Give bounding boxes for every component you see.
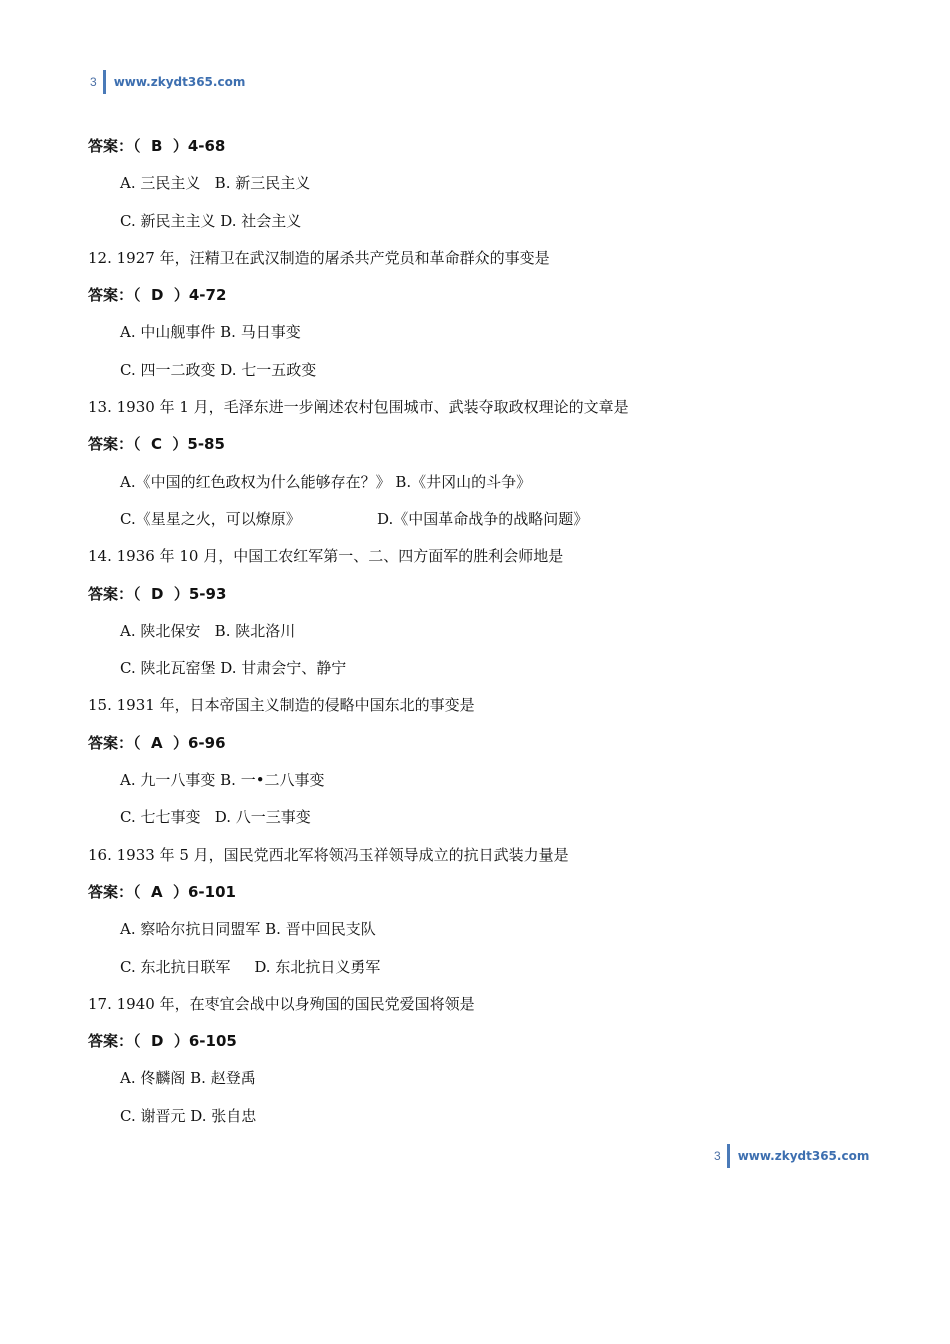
page-footer — [714, 1144, 869, 1168]
question-list — [88, 128, 888, 1135]
header-divider — [103, 70, 106, 94]
page-number: 3 — [90, 75, 97, 89]
answer-line: 答案：（ C ）5-85 — [88, 435, 225, 454]
question-line: 14. 1936 年 10 月，中国工农红军第一、二、四方面军的胜利会师地是 — [88, 547, 564, 566]
option-line: C.《星星之火，可以燎原》 D.《中国革命战争的战略问题》 — [120, 509, 589, 528]
answer-line: 答案：（ B ）4-68 — [88, 137, 226, 155]
option-line: A. 九一八事变 B. 一•二八事变 — [120, 771, 325, 790]
answer-line: 答案：（ D ）6-105 — [88, 1032, 237, 1051]
page-number: 3 — [714, 1149, 721, 1163]
page-header — [90, 70, 245, 94]
option-line: C. 四一二政变 D. 七一五政变 — [120, 360, 317, 379]
question-line: 12. 1927 年，汪精卫在武汉制造的屠杀共产党员和革命群众的事变是 — [88, 248, 550, 267]
question-line: 15. 1931 年，日本帝国主义制造的侵略中国东北的事变是 — [88, 696, 475, 715]
option-line: A.《中国的红色政权为什么能够存在？》 B.《井冈山的斗争》 — [120, 472, 532, 491]
answer-line: 答案：（ A ）6-96 — [88, 733, 226, 752]
option-line: A. 察哈尔抗日同盟军 B. 晋中回民支队 — [120, 920, 376, 939]
option-line: C. 新民主主义 D. 社会主义 — [120, 211, 302, 230]
option-line: C. 谢晋元 D. 张自忠 — [120, 1106, 257, 1125]
answer-line: 答案：（ A ）6-101 — [88, 882, 236, 901]
option-line: C. 东北抗日联军 D. 东北抗日义勇军 — [120, 957, 381, 976]
site-url: www.zkydt365.com — [737, 1149, 870, 1163]
option-line: A. 中山舰事件 B. 马日事变 — [120, 323, 301, 342]
question-line: 17. 1940 年，在枣宜会战中以身殉国的国民党爱国将领是 — [88, 994, 475, 1013]
question-line: 13. 1930 年 1 月，毛泽东进一步阐述农村包围城市、武装夺取政权理论的文章是 — [88, 398, 629, 417]
option-line: A. 佟麟阁 B. 赵登禹 — [120, 1069, 256, 1088]
option-line: A. 陕北保安 B. 陕北洛川 — [120, 621, 296, 640]
answer-line: 答案：（ D ）5-93 — [88, 584, 227, 603]
footer-divider — [727, 1144, 730, 1168]
option-line: C. 陕北瓦窑堡 D. 甘肃会宁、静宁 — [120, 659, 347, 678]
option-line: C. 七七事变 D. 八一三事变 — [120, 808, 311, 827]
site-url: www.zkydt365.com — [113, 75, 246, 89]
option-line: A. 三民主义 B. 新三民主义 — [120, 174, 311, 193]
question-line: 16. 1933 年 5 月，国民党西北军将领冯玉祥领导成立的抗日武装力量是 — [88, 845, 569, 864]
answer-line: 答案：（ D ）4-72 — [88, 286, 227, 305]
